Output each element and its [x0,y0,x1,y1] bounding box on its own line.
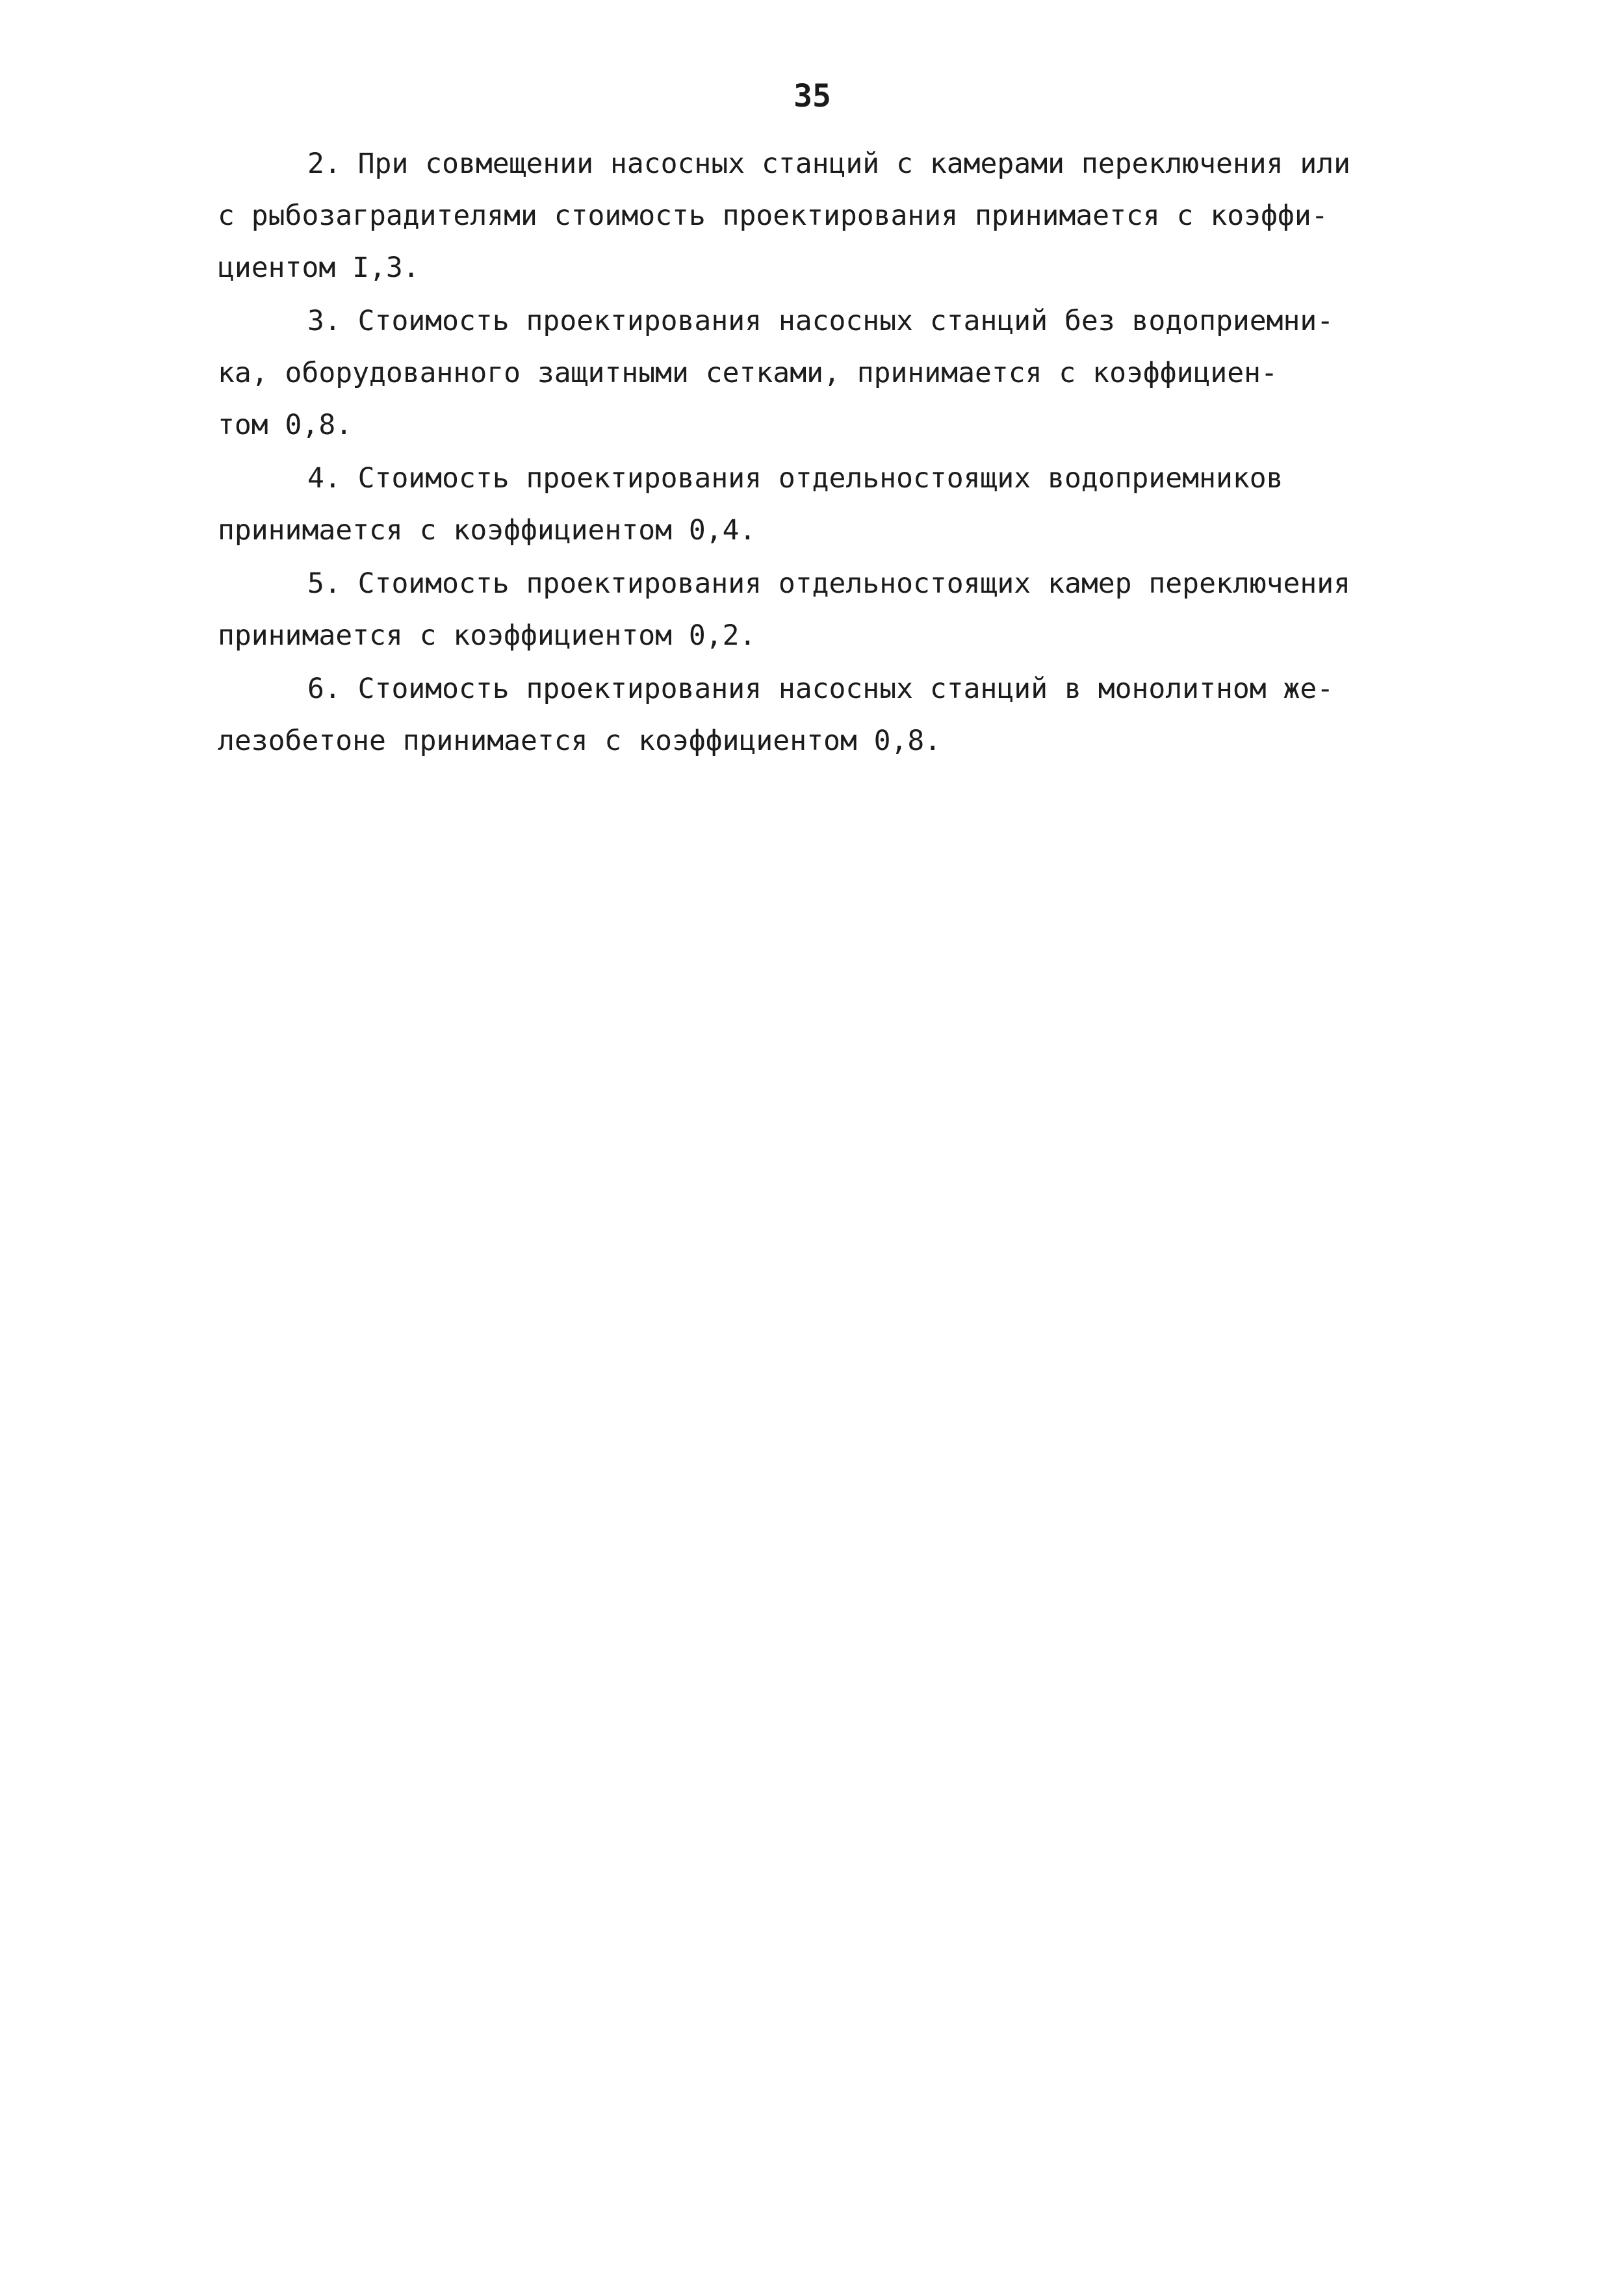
paragraph-line: 4. Стоимость проектирования отдельностоящих водоприемников [307,462,1283,495]
paragraph-line: принимается с коэффициентом 0,4. [218,514,756,547]
paragraph-2 [218,138,1361,294]
paragraph-line: 2. При совмещении насосных станций с камерами переключения или [307,148,1351,180]
paragraph-5 [218,558,1361,662]
paragraph-line: том 0,8. [218,409,353,441]
paragraph-line: 6. Стоимость проектирования насосных станций в монолитном же- [307,673,1334,705]
paragraph-line: 5. Стоимость проектирования отдельностоящих камер переключения [307,567,1351,600]
paragraph-line: циентом I,3. [218,252,420,284]
body-text [218,138,1361,768]
paragraph-4 [218,452,1361,556]
paragraph-6 [218,663,1361,767]
paragraph-line: ка, оборудованного защитными сетками, принимается с коэффициен- [218,357,1278,389]
paragraph-line: с рыбозаградителями стоимость проектирования принимается с коэффи- [218,200,1328,232]
paragraph-3 [218,295,1361,451]
paragraph-line: 3. Стоимость проектирования насосных станций без водоприемни- [307,305,1334,337]
page-number: 35 [793,78,831,114]
paragraph-line: принимается с коэффициентом 0,2. [218,619,756,652]
paragraph-line: лезобетоне принимается с коэффициентом 0,8. [218,725,942,757]
